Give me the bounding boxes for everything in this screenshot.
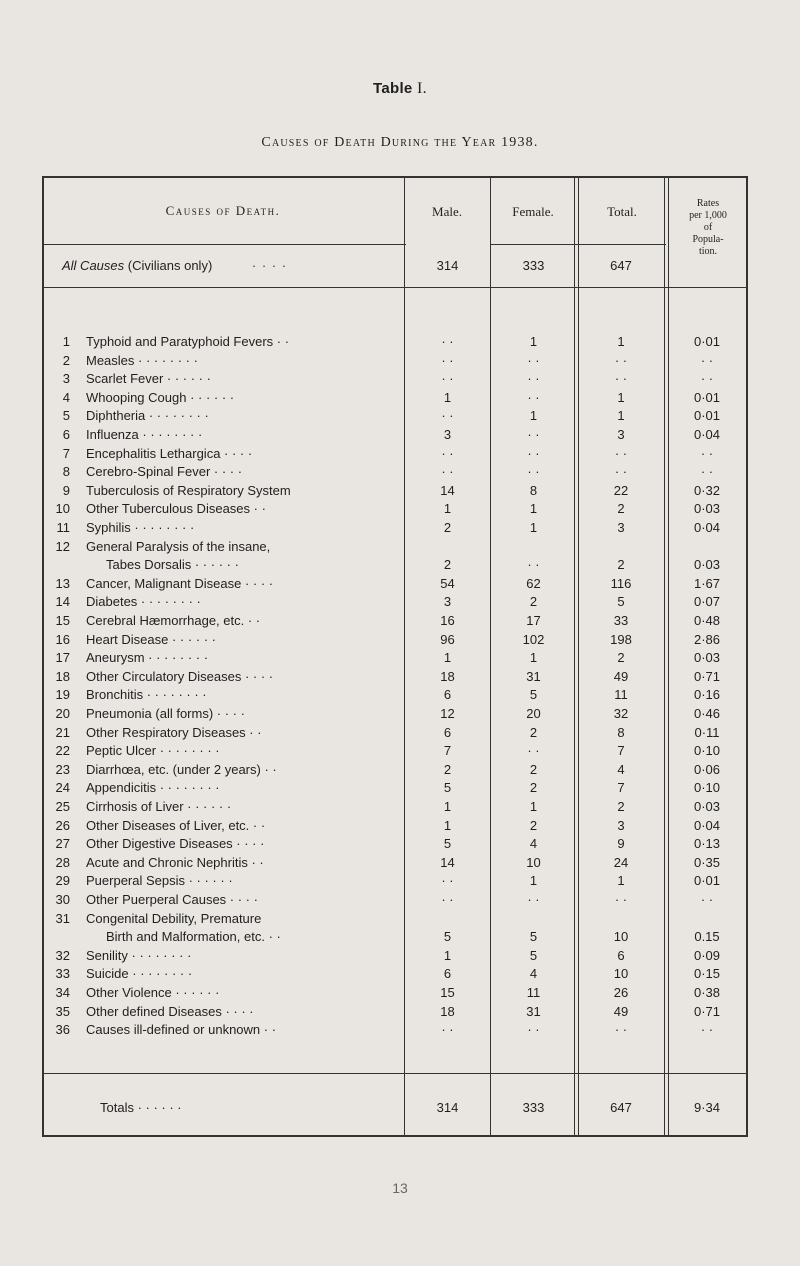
table-row	[0, 799, 800, 818]
cause-label: Diabetes · · · · · · · ·	[86, 594, 201, 610]
female-count: 2	[529, 761, 538, 777]
male-count: · ·	[441, 371, 454, 387]
female-count: · ·	[527, 464, 540, 480]
total-count: 3	[617, 427, 625, 442]
all-causes-male: 314	[436, 258, 459, 273]
total-count: 2	[617, 501, 625, 517]
cause-label: Puerperal Sepsis · · · · · ·	[86, 873, 233, 889]
total-count: 1	[617, 408, 625, 424]
rate-value: 0·35	[693, 854, 721, 870]
totals-rate: 9·34	[693, 1100, 721, 1115]
row-number: 8	[62, 464, 70, 480]
cause-label: Whooping Cough · · · · · ·	[86, 389, 235, 405]
cause-label: Influenza · · · · · · · ·	[86, 427, 203, 442]
table-row	[0, 836, 800, 855]
rate-value: 0·04	[693, 427, 721, 442]
female-count: 31	[526, 668, 541, 684]
rate-value: · ·	[700, 892, 714, 907]
row-number: 22	[55, 743, 70, 759]
female-count: · ·	[527, 371, 540, 387]
table-row	[0, 390, 800, 409]
cause-label: Peptic Ulcer · · · · · · · ·	[86, 743, 220, 759]
total-count: 49	[613, 1003, 629, 1019]
rate-value: 0·46	[693, 706, 721, 721]
female-count: 1	[529, 873, 538, 889]
female-count: 1	[529, 799, 538, 814]
rate-value: 0·03	[693, 799, 721, 814]
male-count: 14	[440, 854, 455, 870]
row-number: 15	[55, 613, 70, 628]
female-count: 31	[526, 1003, 541, 1019]
row-number: 16	[55, 631, 70, 647]
table-row	[0, 613, 800, 632]
totals-female: 333	[522, 1100, 545, 1115]
row-number: 28	[55, 854, 70, 870]
male-count: 7	[443, 743, 452, 759]
table-row	[0, 985, 800, 1004]
row-number: 18	[55, 668, 70, 684]
female-count: 1	[529, 501, 538, 517]
row-number: 17	[55, 650, 70, 666]
table-title	[0, 80, 800, 98]
cause-label: Aneurysm · · · · · · · ·	[86, 650, 209, 666]
cause-label: Suicide · · · · · · · ·	[86, 966, 193, 982]
rate-value: 0·10	[693, 780, 721, 796]
cause-label: Other defined Diseases · · · ·	[86, 1003, 254, 1019]
rate-value: 0·13	[693, 836, 721, 852]
row-number: 26	[55, 817, 70, 833]
total-count: 3	[617, 817, 625, 833]
male-count: 6	[443, 724, 452, 740]
cause-label: Senility · · · · · · · ·	[86, 947, 192, 963]
rate-value: 0·32	[693, 482, 721, 498]
table-row	[0, 669, 800, 688]
row-number: 9	[62, 482, 70, 498]
cause-label: Other Respiratory Diseases · ·	[86, 724, 262, 740]
row-number: 12	[55, 538, 70, 554]
header-rates	[668, 198, 748, 258]
male-count: 12	[440, 706, 455, 721]
cause-label: Cerebral Hæmorrhage, etc. · ·	[86, 613, 261, 628]
table-row	[0, 464, 800, 483]
row-number: 10	[55, 501, 70, 517]
total-count: 33	[613, 613, 629, 628]
row-number: 27	[55, 836, 70, 852]
total-count: 11	[614, 687, 628, 703]
header-causes: Causes of Death.	[165, 203, 281, 218]
total-count: 10	[613, 929, 629, 945]
male-count: 6	[443, 687, 452, 703]
table-row	[0, 446, 800, 465]
female-count: 11	[526, 985, 541, 1000]
female-count: 2	[529, 780, 538, 796]
cause-label: Other Digestive Diseases · · · ·	[86, 836, 265, 852]
row-number: 1	[62, 334, 70, 349]
rate-value: · ·	[700, 464, 714, 480]
totals-male: 314	[436, 1100, 459, 1115]
male-count: 14	[440, 482, 455, 498]
table-row	[0, 892, 800, 911]
total-count: 49	[613, 668, 629, 684]
rate-value: 0·10	[693, 743, 721, 759]
table-row	[0, 966, 800, 985]
rates-line: of	[703, 222, 713, 233]
male-count: 2	[443, 520, 452, 535]
total-count: 1	[617, 873, 625, 889]
table-row	[0, 483, 800, 502]
female-count: 62	[526, 575, 541, 591]
rate-value: 0·03	[693, 501, 721, 517]
female-count: 2	[529, 817, 538, 833]
male-count: 5	[443, 780, 452, 796]
totals-total: 647	[610, 1100, 632, 1115]
table-row	[0, 371, 800, 390]
total-count: 1	[617, 389, 625, 405]
female-count: 8	[529, 482, 538, 498]
page-number: 13	[392, 1180, 408, 1196]
female-count: · ·	[527, 892, 540, 907]
cause-label: Appendicitis · · · · · · · ·	[86, 780, 220, 796]
total-count: 7	[617, 780, 625, 796]
total-count: · ·	[614, 352, 628, 368]
cause-label: Diarrhœa, etc. (under 2 years) · ·	[86, 761, 277, 777]
female-count: · ·	[527, 352, 540, 368]
rates-line: Popula-	[692, 234, 724, 245]
total-count: · ·	[614, 1022, 628, 1038]
male-count: · ·	[441, 445, 454, 461]
female-count: · ·	[527, 427, 540, 442]
table-row	[0, 501, 800, 520]
rate-value: 0·03	[693, 650, 721, 666]
table-row	[0, 650, 800, 669]
female-count: · ·	[527, 743, 540, 759]
cause-label: Other Tuberculous Diseases · ·	[86, 501, 266, 517]
total-count: 32	[613, 706, 629, 721]
rate-value: · ·	[700, 371, 714, 387]
row-number: 13	[55, 575, 70, 591]
female-count: 2	[529, 724, 538, 740]
total-count: 24	[613, 854, 629, 870]
table-row	[0, 520, 800, 539]
male-count: 1	[443, 389, 452, 405]
cause-label: Heart Disease · · · · · ·	[86, 631, 217, 647]
table-row	[0, 353, 800, 372]
total-count: 3	[617, 520, 625, 535]
rate-value: 0·38	[693, 985, 721, 1000]
rate-value: 0·71	[693, 668, 721, 684]
all-causes-female: 333	[522, 258, 545, 273]
cause-label: Typhoid and Paratyphoid Fevers · ·	[86, 334, 290, 349]
female-count: 1	[529, 650, 538, 666]
total-count: 9	[617, 836, 625, 852]
row-number: 29	[55, 873, 70, 889]
female-count: 5	[529, 929, 538, 945]
female-count: 2	[529, 594, 538, 610]
cause-label: Congenital Debility, Premature	[86, 910, 262, 926]
female-count: 1	[529, 520, 538, 535]
cause-label: Cirrhosis of Liver · · · · · ·	[86, 799, 232, 814]
header-female: Female.	[512, 204, 554, 219]
rate-value: 0·71	[693, 1003, 721, 1019]
total-count: 6	[617, 947, 625, 963]
rate-value: · ·	[700, 352, 714, 368]
rate-value: 0·48	[693, 613, 721, 628]
rate-value: 1·67	[693, 575, 721, 591]
rate-value: 0·04	[693, 817, 721, 833]
all-causes-total: 647	[610, 258, 632, 273]
male-count: 5	[443, 929, 452, 945]
row-number: 4	[62, 389, 70, 405]
table-row	[0, 632, 800, 651]
rate-value: 0·04	[693, 520, 721, 535]
title-number: I.	[417, 80, 427, 97]
table-row	[0, 538, 800, 573]
table-row	[0, 780, 800, 799]
total-count: 26	[613, 985, 629, 1000]
cause-label: Encephalitis Lethargica · · · ·	[86, 445, 253, 461]
table-row	[0, 762, 800, 781]
table-row	[0, 334, 800, 353]
total-count: 10	[613, 966, 629, 982]
male-count: 16	[440, 613, 455, 628]
title-word: Table	[373, 80, 413, 97]
female-count: 10	[526, 854, 541, 870]
all-causes-values	[0, 258, 800, 277]
cause-label: Other Circulatory Diseases · · · ·	[86, 668, 274, 684]
rate-value: · ·	[700, 1022, 714, 1038]
rate-value: 0·03	[693, 557, 721, 573]
male-count: · ·	[441, 408, 454, 424]
male-count: · ·	[441, 352, 454, 368]
row-number: 11	[56, 520, 70, 535]
rates-line: tion.	[698, 246, 718, 257]
female-count: 5	[529, 687, 538, 703]
total-count: 22	[613, 482, 629, 498]
rate-value: 0·01	[693, 873, 721, 889]
male-count: 3	[443, 427, 452, 442]
cause-label: Acute and Chronic Nephritis · ·	[86, 854, 264, 870]
female-count: · ·	[527, 1022, 540, 1038]
male-count: 2	[443, 557, 452, 573]
cause-label: Diphtheria · · · · · · · ·	[86, 408, 209, 424]
table-row	[0, 427, 800, 446]
totals-label: Totals · · · · · ·	[100, 1100, 182, 1115]
rate-value: 0·07	[693, 594, 721, 610]
totals-row	[0, 1100, 800, 1119]
rate-value: 0·01	[693, 389, 721, 405]
table-row	[0, 725, 800, 744]
rate-value: 0·01	[693, 408, 721, 424]
row-number: 25	[55, 799, 70, 814]
table-subtitle: Causes of Death During the Year 1938.	[261, 135, 539, 150]
total-count: · ·	[614, 892, 628, 907]
female-count: · ·	[527, 557, 540, 573]
cause-label: Tuberculosis of Respiratory System	[86, 482, 291, 498]
table-row	[0, 1004, 800, 1023]
rate-value: 0·09	[693, 947, 721, 963]
total-count: 4	[617, 761, 625, 777]
rate-value: 0.15	[694, 929, 720, 945]
cause-label: Bronchitis · · · · · · · ·	[86, 687, 207, 703]
table-row	[0, 408, 800, 427]
female-count: 1	[529, 408, 538, 424]
male-count: 54	[440, 575, 455, 591]
all-causes-rest: (Civilians only)	[124, 258, 213, 273]
table-row	[0, 910, 800, 945]
header-male: Male.	[432, 204, 462, 219]
row-number: 2	[62, 352, 70, 368]
row-number: 6	[62, 427, 70, 442]
male-count: · ·	[441, 1022, 454, 1038]
male-count: 15	[440, 985, 455, 1000]
total-count: 2	[617, 799, 625, 814]
row-number: 21	[55, 724, 70, 740]
female-count: 17	[526, 613, 541, 628]
female-count: 4	[529, 966, 538, 982]
cause-label: Other Violence · · · · · ·	[86, 985, 220, 1000]
rate-value: · ·	[700, 445, 714, 461]
female-count: · ·	[527, 445, 540, 461]
total-count: 2	[617, 650, 625, 666]
total-count: 198	[610, 631, 632, 647]
row-number: 7	[62, 445, 70, 461]
total-count: · ·	[614, 464, 628, 480]
female-count: 5	[529, 947, 538, 963]
female-count: 4	[529, 836, 538, 852]
male-count: · ·	[441, 873, 454, 889]
cause-label: Other Puerperal Causes · · · ·	[86, 892, 258, 907]
male-count: 1	[443, 817, 452, 833]
cause-label: Syphilis · · · · · · · ·	[86, 520, 195, 535]
row-number: 31	[55, 910, 70, 926]
male-count: 1	[443, 650, 452, 666]
table-row	[0, 1022, 800, 1041]
male-count: 1	[443, 799, 452, 814]
male-count: · ·	[441, 464, 454, 480]
rate-value: 0·11	[694, 724, 720, 740]
row-number: 36	[55, 1022, 70, 1038]
male-count: 3	[443, 594, 452, 610]
all-causes-dots: · · · ·	[251, 258, 288, 273]
row-number: 20	[55, 706, 70, 721]
table-row	[0, 873, 800, 892]
table-row	[0, 687, 800, 706]
row-number: 33	[55, 966, 70, 982]
table-row	[0, 855, 800, 874]
row-number: 19	[55, 687, 70, 703]
table-row	[0, 743, 800, 762]
row-number: 14	[55, 594, 70, 610]
rate-value: 0·16	[693, 687, 721, 703]
rates-line: Rates	[696, 198, 720, 209]
row-number: 24	[55, 780, 70, 796]
total-count: 7	[617, 743, 625, 759]
cause-label: Causes ill-defined or unknown · ·	[86, 1022, 277, 1038]
header-total: Total.	[607, 204, 637, 219]
cause-label: Cerebro-Spinal Fever · · · ·	[86, 464, 243, 480]
female-count: 20	[526, 706, 541, 721]
total-count: · ·	[614, 445, 628, 461]
cause-label: Scarlet Fever · · · · · ·	[86, 371, 211, 387]
male-count: 6	[443, 966, 452, 982]
row-number: 35	[55, 1003, 70, 1019]
male-count: 5	[443, 836, 452, 852]
female-count: · ·	[527, 389, 540, 405]
row-number: 34	[55, 985, 70, 1000]
male-count: 1	[443, 501, 452, 517]
row-number: 23	[55, 761, 70, 777]
table-row	[0, 948, 800, 967]
male-count: 2	[443, 761, 452, 777]
row-number: 32	[55, 947, 70, 963]
male-count: 1	[443, 947, 452, 963]
cause-label: Pneumonia (all forms) · · · ·	[86, 706, 245, 721]
cause-label: Other Diseases of Liver, etc. · ·	[86, 817, 266, 833]
table-row	[0, 706, 800, 725]
cause-label-continued: Tabes Dorsalis · · · · · ·	[106, 557, 239, 573]
total-count: 1	[617, 334, 625, 349]
rate-value: 0·06	[693, 761, 721, 777]
row-number: 5	[62, 408, 70, 424]
total-count: 116	[610, 575, 632, 591]
total-count: · ·	[614, 371, 628, 387]
table-row	[0, 594, 800, 613]
cause-label-continued: Birth and Malformation, etc. · ·	[106, 929, 281, 945]
table-row	[0, 576, 800, 595]
female-count: 102	[522, 631, 545, 647]
cause-label: Measles · · · · · · · ·	[86, 352, 198, 368]
female-count: 1	[529, 334, 538, 349]
total-count: 8	[617, 724, 625, 740]
male-count: 18	[440, 1003, 455, 1019]
cause-label: Cancer, Malignant Disease · · · ·	[86, 575, 274, 591]
cause-label: General Paralysis of the insane,	[86, 538, 271, 554]
total-count: 5	[617, 594, 625, 610]
male-count: · ·	[441, 334, 454, 349]
rate-value: 2·86	[693, 631, 721, 647]
total-count: 2	[617, 557, 625, 573]
male-count: 18	[440, 668, 455, 684]
male-count: · ·	[441, 892, 454, 907]
row-number: 3	[62, 371, 70, 387]
table-row	[0, 818, 800, 837]
rate-value: 0·15	[693, 966, 721, 982]
row-number: 30	[55, 892, 70, 907]
rate-value: 0·01	[693, 334, 721, 349]
rates-line: per 1,000	[689, 210, 727, 221]
male-count: 96	[440, 631, 455, 647]
all-causes-em: All Causes	[62, 258, 125, 273]
